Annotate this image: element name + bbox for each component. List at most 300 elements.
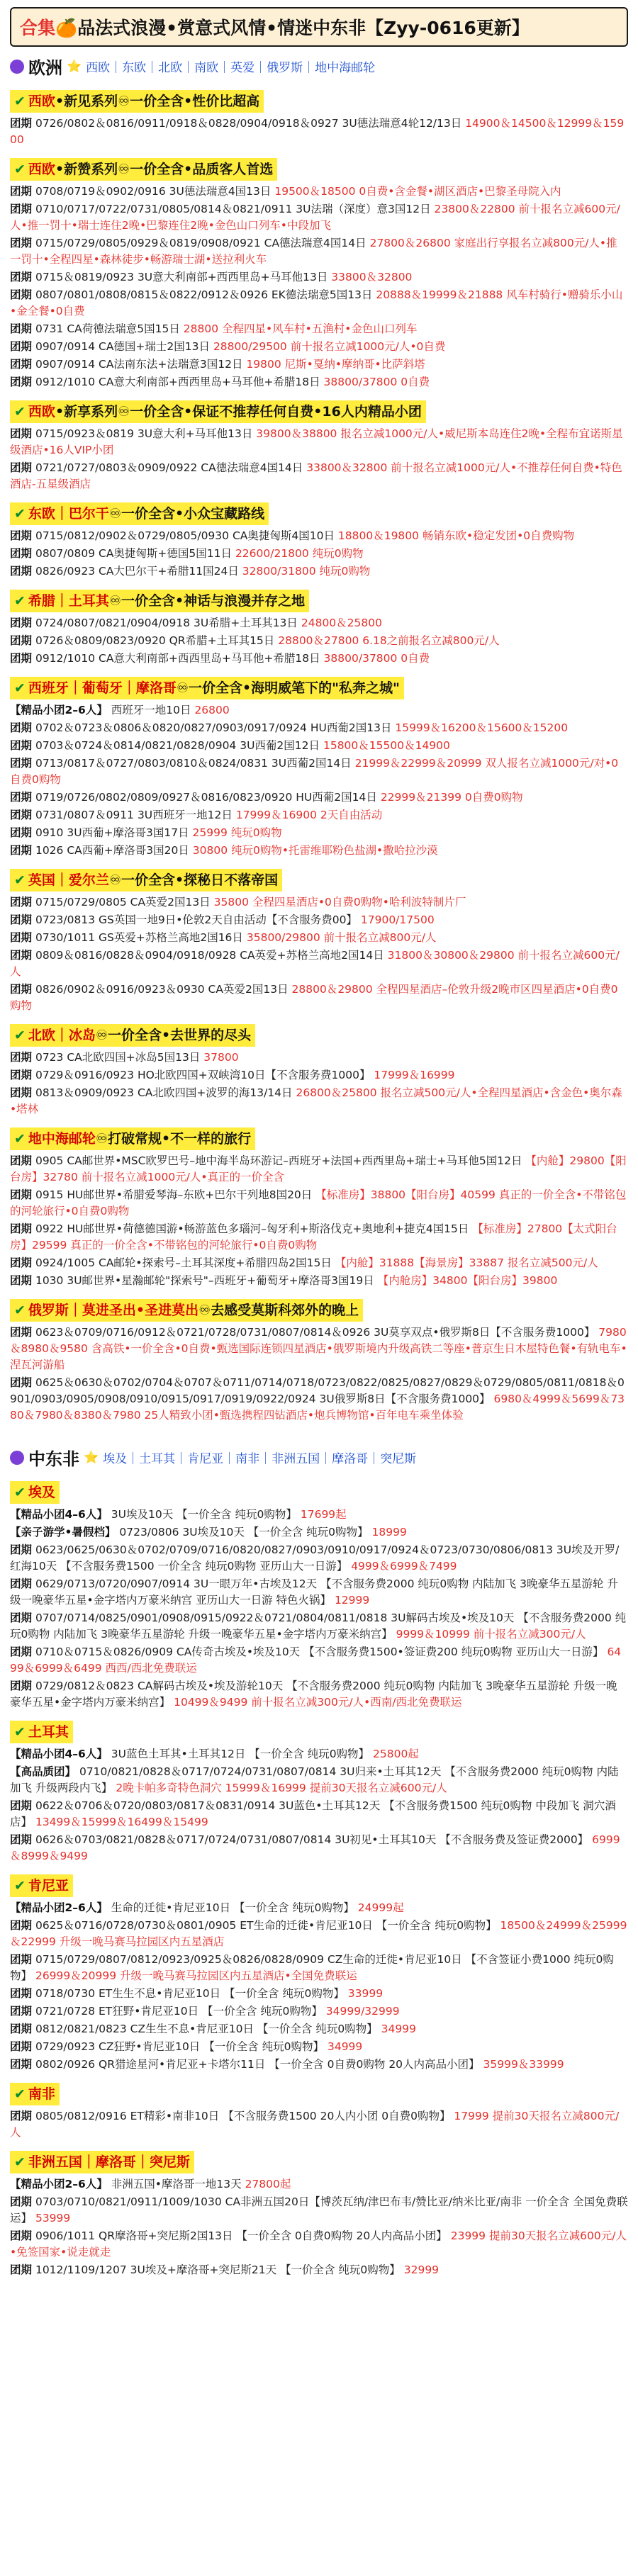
- page-title: [10, 7, 628, 47]
- row-label: 团期: [10, 931, 33, 944]
- row-price: 【内舱】31888【海景房】33887 报名立减500元/人: [335, 1256, 598, 1269]
- section-tagline: ♾一价全含•去世界的尽头: [95, 1028, 252, 1043]
- tour-section: [10, 2077, 628, 2141]
- row-price: 26999＆20999 升级一晚马赛马拉园区内五星酒店•全国免费联运: [35, 1969, 357, 1982]
- row-price: 17999＆16900 2天自由活动: [235, 809, 383, 821]
- row-price: 18999: [371, 1526, 407, 1539]
- row-price: 39800＆38800 报名立减1000元/人•威尼斯本岛连住2晚•全程布宜诺斯星级酒店•16人VIP小团: [10, 427, 623, 456]
- section-heading: [10, 1874, 73, 1897]
- row-details: 1026 CA西葡+摩洛哥3国20日: [35, 844, 189, 857]
- row-label: 团期: [10, 1987, 33, 2000]
- row-label: 团期: [10, 1051, 33, 1064]
- row-price: 28800＆27800 6.18之前报名立减800元/人: [278, 634, 500, 647]
- departure-row: [10, 1952, 628, 1984]
- tour-section: [10, 1018, 628, 1118]
- departure-row: [10, 2039, 628, 2055]
- check-icon: ✔: [14, 1303, 26, 1318]
- row-label: 团期: [10, 1833, 33, 1846]
- row-label: 团期: [10, 237, 33, 249]
- purple-dot-icon: [10, 60, 24, 74]
- row-price: 35800 全程四星酒店•0自费0购物•哈利波特制片厂: [213, 896, 466, 909]
- row-label: 团期: [10, 739, 33, 752]
- row-label: 团期: [10, 185, 33, 198]
- orange-emoji-icon: 🍊: [55, 18, 78, 38]
- section-heading: [10, 1127, 255, 1150]
- row-price: 28800/29500 前十报名立减1000元/人•0自费: [213, 340, 446, 353]
- row-details: 0906/1011 QR摩洛哥+突尼斯2国13日 【一价全含 0自费0购物 20人内高品小团】: [35, 2229, 447, 2242]
- row-details: 0715/0729/0807/0812/0923/0925＆0826/0828/0909 CZ生命的迁徙•肯尼亚10日 【不含签证小费1000 纯玩0购物】: [10, 1953, 614, 1982]
- row-details: 非洲五国•摩洛哥一地13天: [111, 2178, 242, 2190]
- row-details: 0912/1010 CA意大利南部+西西里岛+马耳他+希腊18日: [35, 376, 320, 388]
- row-price: 21999＆22999＆20999 双人报名立减1000元/对•0自费0购物: [10, 757, 619, 786]
- row-label: 团期: [10, 322, 33, 335]
- section-heading: [10, 1481, 60, 1504]
- departure-row: [10, 651, 628, 667]
- row-details: 0710/0821/0828＆0717/0724/0731/0807/0814 3U归来•土耳其12天 【不含服务费2000 纯玩0购物 内陆加飞 升级两段内飞】: [10, 1765, 619, 1794]
- row-details: 0912/1010 CA意大利南部+西西里岛+马耳他+希腊18日: [35, 652, 320, 665]
- departure-row: [10, 1067, 628, 1084]
- star-icon: ⭐: [67, 59, 82, 74]
- europe-sections: [10, 84, 628, 1424]
- departure-row: [10, 374, 628, 390]
- departure-row: [10, 1832, 628, 1864]
- section-heading: [10, 590, 309, 612]
- row-label: 团期: [10, 1543, 33, 1556]
- row-label: 团期: [10, 757, 33, 770]
- row-price: 34999: [327, 2040, 363, 2053]
- row-details: 1030 3U邮世界•星瀚邮轮"探索号"–西班牙+葡萄牙+摩洛哥3国19日: [35, 1274, 374, 1287]
- tour-section: [10, 1475, 628, 1711]
- row-label: 团期: [10, 547, 33, 560]
- row-details: 0715/0729/0805 CA英爱2国13日: [35, 896, 211, 909]
- row-label: 团期: [10, 2058, 33, 2071]
- row-price: 17999＆16999: [374, 1069, 455, 1081]
- departure-row: [10, 1255, 628, 1271]
- row-details: 0807/0801/0808/0815＆0822/0912＆0926 EK德法瑞意5国13日: [35, 288, 373, 301]
- row-label: 团期: [10, 2110, 33, 2122]
- tour-section: [10, 84, 628, 148]
- departure-row: [10, 339, 628, 355]
- section-brand: 西欧: [28, 404, 55, 420]
- section-brand: 土耳其: [28, 1724, 69, 1740]
- row-label: 团期: [10, 1376, 33, 1389]
- row-label: 团期: [10, 529, 33, 542]
- row-label: 团期: [10, 1612, 33, 1624]
- departure-row: [10, 1324, 628, 1373]
- row-label: 【精品小团2–6人】: [10, 704, 108, 716]
- row-details: 0907/0914 CA德国+瑞士2国13日: [35, 340, 210, 353]
- departure-row: [10, 807, 628, 823]
- section-heading: [10, 1024, 255, 1047]
- check-icon: ✔: [14, 506, 26, 522]
- row-label: 团期: [10, 1222, 33, 1235]
- row-details: 0812/0821/0823 CZ生生不息•肯尼亚10日 【一价全含 纯玩0购物】: [35, 2023, 378, 2035]
- row-label: 团期: [10, 844, 33, 857]
- departure-row: [10, 116, 628, 148]
- section-brand: 东欧｜巴尔干: [28, 506, 109, 522]
- row-price: 【内舱房】34800【阳台房】39800: [377, 1274, 558, 1287]
- section-tagline: ♾一价全含•小众宝藏路线: [108, 506, 265, 522]
- departure-row: [10, 269, 628, 286]
- row-price: 19800 尼斯•戛纳•摩纳哥•比萨斜塔: [246, 358, 425, 371]
- row-label: 团期: [10, 1953, 33, 1966]
- row-price: 30800 纯玩0购物•托雷维耶粉色盐湖•撒哈拉沙漠: [192, 844, 438, 857]
- check-icon: ✔: [14, 1724, 26, 1740]
- row-price: 38800/37800 0自费: [323, 376, 430, 388]
- departure-row: [10, 633, 628, 649]
- title-prefix: 合集: [20, 18, 56, 38]
- row-details: 0924/1005 CA邮轮•探索号–土耳其深度+希腊四岛2国15日: [35, 1256, 332, 1269]
- row-label: 团期: [10, 1069, 33, 1081]
- row-details: 0715＆0819/0923 3U意大利南部+西西里岛+马耳他13日: [35, 271, 328, 283]
- row-price: 17699起: [300, 1508, 347, 1521]
- region-europe-tags: 西欧｜东欧｜北欧｜南欧｜英爱｜俄罗斯｜地中海邮轮: [86, 61, 376, 75]
- row-details: 0710＆0715＆0826/0909 CA传奇古埃及•埃及10天 【不含服务费1500•签证费200 纯玩0购物 亚历山大一日游】: [35, 1646, 604, 1658]
- row-label: 【精品小团2–6人】: [10, 2178, 108, 2190]
- section-brand: 肯尼亚: [28, 1878, 69, 1894]
- section-brand: 英国｜爱尔兰: [28, 872, 109, 888]
- row-details: 0715/0729/0805/0929＆0819/0908/0921 CA德法瑞意4国14日: [35, 237, 366, 249]
- departure-row: [10, 825, 628, 841]
- row-details: 0718/0730 ET生生不息•肯尼亚10日 【一价全含 纯玩0购物】: [35, 1987, 345, 2000]
- row-price: 22600/21800 纯玩0购物: [235, 547, 364, 560]
- departure-row: [10, 1153, 628, 1186]
- row-label: 团期: [10, 2229, 33, 2242]
- row-label: 团期: [10, 2040, 33, 2053]
- row-price: 27800＆26800 家庭出行享报名立减800元/人•推一罚十•全程四星•森林徒步•畅游瑞士湖•送拉利火车: [10, 237, 617, 266]
- row-label: 团期: [10, 1680, 33, 1692]
- section-heading: [10, 90, 264, 113]
- row-price: 4999＆6999＆7499: [351, 1560, 457, 1573]
- section-brand: 西欧: [28, 162, 55, 177]
- check-icon: ✔: [14, 1028, 26, 1043]
- row-details: 0723/0813 GS英国一地9日•伦敦2天自由活动【不含服务费00】: [35, 913, 357, 926]
- row-label: 团期: [10, 1326, 33, 1339]
- row-price: 2晚卡帕多奇特色洞穴 15999＆16999 提前30天报名立减600元/人: [116, 1782, 447, 1794]
- departure-row: [10, 2194, 628, 2227]
- section-brand: 北欧｜冰岛: [28, 1028, 96, 1043]
- row-price: 14900＆14500＆12999＆15900: [10, 117, 625, 146]
- tour-section: [10, 2145, 628, 2278]
- departure-row: [10, 615, 628, 631]
- row-price: 15999＆16200＆15600＆15200: [395, 721, 569, 734]
- row-price: 33999: [347, 1987, 384, 2000]
- row-details: 0813＆0909/0923 CA北欧四国+波罗的海13/14日: [35, 1086, 293, 1099]
- departure-row: [10, 1798, 628, 1830]
- departure-row: [10, 1221, 628, 1254]
- departure-row: [10, 1524, 628, 1541]
- tour-section: [10, 1715, 628, 1864]
- row-price: 27800起: [245, 2178, 291, 2190]
- departure-row: [10, 528, 628, 544]
- row-price: 24800＆25800: [301, 617, 382, 629]
- departure-row: [10, 2176, 628, 2193]
- section-brand: 埃及: [28, 1485, 55, 1500]
- departure-row: [10, 2262, 628, 2278]
- departure-row: [10, 1542, 628, 1575]
- row-price: 12999: [334, 1594, 370, 1607]
- row-details: 0723/0806 3U埃及10天 【一价全含 纯玩0购物】: [119, 1526, 369, 1539]
- departure-row: [10, 1644, 628, 1677]
- row-label: 团期: [10, 1086, 33, 1099]
- row-label: 团期: [10, 1274, 33, 1287]
- region-mideast-name: 中东非: [28, 1449, 79, 1469]
- row-price: 20888＆19999＆21888 风车村骑行•赠骑乐小山•金全餐•0自费: [10, 288, 623, 317]
- section-tagline: •新享系列♾一价全含•保证不推荐任何自费•16人内精品小团: [55, 404, 422, 420]
- row-label: 团期: [10, 1188, 33, 1201]
- region-europe-name: 欧洲: [28, 58, 62, 78]
- check-icon: ✔: [14, 94, 26, 109]
- section-heading: [10, 1721, 73, 1743]
- row-details: 0715/0923＆0819 3U意大利+马耳他13日: [35, 427, 253, 440]
- section-tagline: ♾打破常规•不一样的旅行: [95, 1131, 252, 1147]
- departure-row: [10, 546, 628, 562]
- tour-section: [10, 395, 628, 493]
- row-details: 0826/0923 CA大巴尔干+希腊11国24日: [35, 565, 239, 578]
- row-details: 0703＆0724＆0814/0821/0828/0904 3U西葡2国12日: [35, 739, 320, 752]
- row-details: 0625＆0630＆0702/0704＆0707＆0711/0714/0718/0723/0822/0825/0827/0829＆0729/0805/0811/0818＆0901/0903/0905/0908/0910/0915/0917/0919/0922/0924 3U俄罗斯8日【不含服务费1000】: [10, 1376, 625, 1405]
- row-price: 34999/32999: [325, 2005, 400, 2018]
- departure-row: [10, 1050, 628, 1066]
- departure-row: [10, 843, 628, 859]
- tour-section: [10, 152, 628, 390]
- row-label: 团期: [10, 949, 33, 962]
- departure-row: [10, 2057, 628, 2073]
- departure-row: [10, 1187, 628, 1220]
- row-price: 6980＆4999＆5699＆7380＆7980＆8380＆7980 25人精致小团•甄选携程四钻酒店•炮兵博物馆•百年电车乘坐体验: [10, 1393, 625, 1422]
- row-price: 33800＆32800 前十报名立减1000元/人•不推荐任何自费•特色酒店-五星级酒店: [10, 461, 622, 490]
- check-icon: ✔: [14, 404, 26, 420]
- section-tagline: •新见系列♾一价全含•性价比超高: [55, 94, 260, 109]
- row-details: 0713/0817＆0727/0803/0810＆0824/0831 3U西葡2国14日: [35, 757, 352, 770]
- row-label: 团期: [10, 288, 33, 301]
- departure-row: [10, 235, 628, 268]
- row-details: 0723 CA北欧四国+冰岛5国13日: [35, 1051, 201, 1064]
- section-heading: [10, 158, 277, 181]
- row-details: 0809＆0816/0828＆0904/0918/0928 CA英爱+苏格兰高地2国14日: [35, 949, 384, 962]
- row-details: 0626＆0703/0821/0828＆0717/0724/0731/0807/0814 3U初见•土耳其10天 【不含服务费及签证费2000】: [35, 1833, 589, 1846]
- region-europe: [10, 54, 628, 79]
- row-label: 团期: [10, 2263, 33, 2276]
- departure-row: [10, 947, 628, 980]
- check-icon: ✔: [14, 2086, 26, 2102]
- row-details: 0907/0914 CA法南东法+法瑞意3国12日: [35, 358, 243, 371]
- departure-row: [10, 912, 628, 928]
- row-price: 17900/17500: [360, 913, 435, 926]
- section-brand: 南非: [28, 2086, 55, 2102]
- row-details: 0729/0812＆0823 CA解码古埃及•埃及游轮10天 【不含服务费2000 纯玩0购物 内陆加飞 3晚豪华五星游轮 升级一晚豪华五星•金字塔内万豪米纳宫】: [10, 1680, 617, 1709]
- section-tagline: ♾一价全含•探秘日不落帝国: [108, 872, 279, 888]
- row-label: 团期: [10, 809, 33, 821]
- departure-row: [10, 982, 628, 1014]
- tour-section: [10, 863, 628, 1014]
- row-label: 团期: [10, 826, 33, 839]
- row-price: 【标准房】38800【阳台房】40599 真正的一价全含•不带铭包的河轮旅行•0自费0购物: [10, 1188, 627, 1217]
- row-label: 团期: [10, 1577, 33, 1590]
- row-price: 53999: [35, 2212, 71, 2225]
- row-price: 17999 提前30天报名立减800元/人: [10, 2110, 620, 2139]
- departure-row: [10, 2003, 628, 2020]
- row-details: 西班牙一地10日: [111, 704, 191, 716]
- row-details: 0922 HU邮世界•荷德德国游•畅游蓝色多瑙河–匈牙利+斯洛伐克+奥地利+捷克4国15日: [35, 1222, 469, 1235]
- row-details: 0805/0812/0916 ET精彩•南非10日 【不含服务费1500 20人内小团 0自费0购物】: [35, 2110, 451, 2122]
- star-icon: ⭐: [84, 1450, 99, 1465]
- row-price: 6499＆6999＆6499 西西/西北免费联运: [10, 1646, 622, 1675]
- row-details: 0905 CA邮世界•MSC欧罗巴号–地中海半岛环游记–西班牙+法国+西西里岛+瑞士+马耳他5国12日: [35, 1154, 522, 1167]
- tour-section: [10, 1869, 628, 2073]
- row-price: 9999＆10999 前十报名立减300元/人: [396, 1628, 586, 1641]
- departure-row: [10, 2108, 628, 2141]
- check-icon: ✔: [14, 1131, 26, 1147]
- row-label: 团期: [10, 617, 33, 629]
- row-label: 【精品小团4–6人】: [10, 1748, 108, 1760]
- row-price: 37800: [203, 1051, 239, 1064]
- row-label: 团期: [10, 2005, 33, 2018]
- row-details: 0826/0902＆0916/0923＆0930 CA英爱2国13日: [35, 983, 289, 996]
- row-details: 0629/0713/0720/0907/0914 3U一眼万年•古埃及12天 【不含服务费2000 纯玩0购物 内陆加飞 3晚豪华五星游轮 升级一晚豪华五星•金字塔内万豪米纳宫 亚历山大一日游 特色火锅】: [10, 1577, 618, 1607]
- row-price: 18800＆19800 畅销东欧•稳定发团•0自费购物: [337, 529, 575, 542]
- mideast-sections: [10, 1475, 628, 2278]
- departure-row: [10, 894, 628, 911]
- row-price: 26800＆25800 报名立减500元/人•全程四星酒店•含金色•奥尔森•塔林: [10, 1086, 622, 1115]
- section-heading: [10, 677, 404, 699]
- row-label: 团期: [10, 1799, 33, 1812]
- check-icon: ✔: [14, 1485, 26, 1500]
- row-price: 35999＆33999: [483, 2058, 564, 2071]
- departure-row: [10, 356, 628, 373]
- row-details: 3U埃及10天 【一价全含 纯玩0购物】: [111, 1508, 297, 1521]
- row-details: 0915 HU邮世界•希腊爱琴海–东欧+巴尔干列地8国20日: [35, 1188, 313, 1201]
- check-icon: ✔: [14, 162, 26, 177]
- row-details: 0721/0727/0803＆0909/0922 CA德法瑞意4国14日: [35, 461, 303, 474]
- departure-row: [10, 1273, 628, 1289]
- row-details: 生命的迁徙•肯尼亚10日 【一价全含 纯玩0购物】: [111, 1901, 354, 1914]
- departure-row: [10, 789, 628, 806]
- departure-row: [10, 702, 628, 719]
- row-price: 31800＆30800＆29800 前十报名立减600元/人: [10, 949, 620, 978]
- departure-row: [10, 460, 628, 493]
- row-label: 团期: [10, 427, 33, 440]
- row-price: 38800/37800 0自费: [323, 652, 430, 665]
- departure-row: [10, 1986, 628, 2002]
- row-label: 【亲子游学•暑假档】: [10, 1526, 116, 1539]
- row-label: 团期: [10, 983, 33, 996]
- departure-row: [10, 1678, 628, 1711]
- row-label: 团期: [10, 721, 33, 734]
- departure-row: [10, 321, 628, 337]
- region-mideast-tags: 埃及｜土耳其｜肯尼亚｜南非｜非洲五国｜摩洛哥｜突尼斯: [103, 1452, 417, 1466]
- tour-section: [10, 671, 628, 859]
- row-price: 23999 提前30天报名立减600元/人•免签国家•说走就走: [10, 2229, 627, 2259]
- row-details: 0724/0807/0821/0904/0918 3U希腊+土耳其13日: [35, 617, 298, 629]
- departure-row: [10, 201, 628, 234]
- row-label: 【精品小团2–6人】: [10, 1901, 108, 1914]
- row-details: 1012/1109/1207 3U埃及+摩洛哥+突尼斯21天 【一价全含 纯玩0购物】: [35, 2263, 401, 2276]
- row-price: 24999起: [357, 1901, 404, 1914]
- row-label: 团期: [10, 913, 33, 926]
- row-price: 22999＆21399 0自费0购物: [380, 791, 523, 804]
- departure-row: [10, 1900, 628, 1916]
- row-details: 0707/0714/0825/0901/0908/0915/0922＆0721/0804/0811/0818 3U解码古埃及•埃及10天 【不含服务费2000 纯玩0购物 内陆加飞 3晚豪华五星游轮 升级一晚豪华五星•金字塔内万豪米纳宫】: [10, 1612, 627, 1641]
- row-label: 团期: [10, 565, 33, 578]
- row-price: 25800起: [373, 1748, 419, 1760]
- row-details: 0703/0710/0821/0911/1009/1030 CA非洲五国20日【博茨瓦纳/津巴布韦/赞比亚/纳米比亚/南非 一价全含 全国免费联运】: [10, 2195, 628, 2225]
- tour-section: [10, 1293, 628, 1424]
- row-price: 19500＆18500 0自费•含金餐•湖区酒店•巴黎圣母院入内: [274, 185, 561, 198]
- row-price: 26800: [194, 704, 230, 716]
- section-tagline: ♾一价全含•神话与浪漫并存之地: [108, 593, 306, 609]
- departure-row: [10, 720, 628, 736]
- row-label: 团期: [10, 117, 33, 130]
- row-label: 团期: [10, 1919, 33, 1932]
- section-brand: 地中海邮轮: [28, 1131, 96, 1147]
- row-label: 团期: [10, 358, 33, 371]
- section-heading: [10, 2083, 60, 2105]
- row-details: 0910 3U西葡+摩洛哥3国17日: [35, 826, 189, 839]
- row-price: 15800＆15500＆14900: [323, 739, 450, 752]
- departure-row: [10, 1085, 628, 1118]
- row-price: 32800/31800 纯玩0购物: [242, 565, 371, 578]
- departure-row: [10, 287, 628, 320]
- departure-row: [10, 1746, 628, 1762]
- row-price: 18500＆24999＆25999＆22999 升级一晚马赛马拉园区内五星酒店: [10, 1919, 627, 1948]
- row-details: 0721/0728 ET狂野•肯尼亚10日 【一价全含 纯玩0购物】: [35, 2005, 323, 2018]
- row-details: 3U蓝色土耳其•土耳其12日 【一价全含 纯玩0购物】: [111, 1748, 370, 1760]
- row-price: 【标准房】27800【太式阳台房】29599 真正的一价全含•不带铭包的河轮旅行•0自费0购物: [10, 1222, 617, 1252]
- departure-row: [10, 1918, 628, 1950]
- tour-section: [10, 1122, 628, 1289]
- row-price: 25999 纯玩0购物: [192, 826, 282, 839]
- row-details: 0807/0809 CA奥捷匈斯+德国5国11日: [35, 547, 232, 560]
- row-price: 34999: [381, 2023, 416, 2035]
- row-label: 团期: [10, 340, 33, 353]
- departure-row: [10, 1507, 628, 1523]
- row-price: 33800＆32800: [331, 271, 413, 283]
- row-label: 团期: [10, 2023, 33, 2035]
- section-brand: 非洲五国｜摩洛哥｜突尼斯: [28, 2154, 190, 2170]
- row-details: 0623＆0709/0716/0912＆0721/0728/0731/0807/0814＆0926 3U莫享双点•俄罗斯8日【不含服务费1000】: [35, 1326, 595, 1339]
- row-price: 7980＆8980＆9580 含高铁•一价全含•0自费•甄选国际连锁四星酒店•俄罗斯境内升级高铁二等座•普京生日木屋特色餐•有轨电车•涅瓦河游船: [10, 1326, 627, 1371]
- row-price: 28800 全程四星•风车村•五渔村•金色山口列车: [183, 322, 418, 335]
- row-label: 团期: [10, 461, 33, 474]
- check-icon: ✔: [14, 593, 26, 609]
- row-details: 0731 CA荷德法瑞意5国15日: [35, 322, 180, 335]
- tour-section: [10, 497, 628, 580]
- row-details: 0726＆0809/0823/0920 QR希腊+土耳其15日: [35, 634, 275, 647]
- check-icon: ✔: [14, 2154, 26, 2170]
- section-heading: [10, 1299, 363, 1322]
- section-brand: 俄罗斯｜莫进圣出•圣进莫出: [28, 1303, 199, 1318]
- check-icon: ✔: [14, 1878, 26, 1894]
- row-details: 0623/0625/0630＆0702/0709/0716/0820/0827/0903/0910/0917/0924＆0723/0730/0806/0813 3U埃及开罗/红海10天 【不含服务费1500 一价全含 纯玩0购物 亚历山大一日游】: [10, 1543, 620, 1573]
- row-details: 0715/0812/0902＆0729/0805/0930 CA奥捷匈斯4国10日: [35, 529, 335, 542]
- section-heading: [10, 502, 269, 525]
- row-label: 团期: [10, 652, 33, 665]
- row-label: 团期: [10, 1256, 33, 1269]
- row-details: 0729/0923 CZ狂野•肯尼亚10日 【一价全含 纯玩0购物】: [35, 2040, 325, 2053]
- section-heading: [10, 2151, 194, 2173]
- row-price: 10499＆9499 前十报名立减300元/人•西南/西北免费联运: [174, 1696, 462, 1709]
- row-price: 【内舱】29800【阳台房】32780 前十报名立减1000元/人•真正的一价全含: [10, 1154, 627, 1183]
- row-details: 0730/1011 GS英爱+苏格兰高地2国16日: [35, 931, 243, 944]
- departure-row: [10, 2228, 628, 2261]
- row-details: 0702＆0723＆0806＆0820/0827/0903/0917/0924 HU西葡2国13日: [35, 721, 392, 734]
- row-details: 0622＆0706＆0720/0803/0817＆0831/0914 3U蓝色•土耳其12天 【不含服务费1500 纯玩0购物 中段加飞 洞穴酒店】: [10, 1799, 616, 1828]
- row-label: 【精品小团4–6人】: [10, 1508, 108, 1521]
- departure-row: [10, 1610, 628, 1643]
- row-label: 团期: [10, 634, 33, 647]
- section-brand: 西欧: [28, 94, 55, 109]
